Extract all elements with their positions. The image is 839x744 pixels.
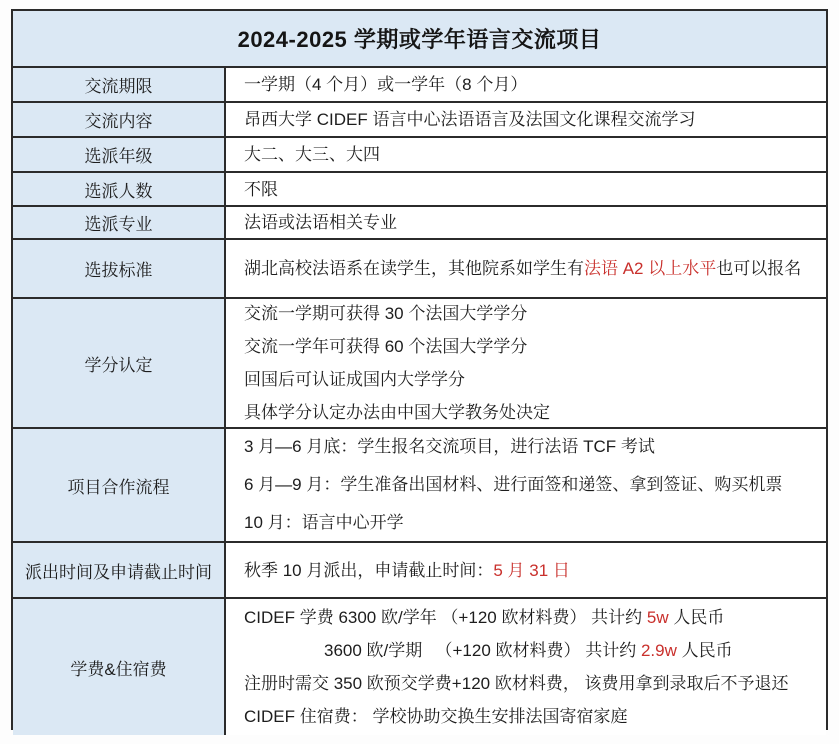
value-line (244, 466, 812, 504)
row-value (226, 429, 826, 541)
table-row (13, 173, 826, 207)
text-segment: 具体学分认定办法由中国大学教务处决定 (244, 403, 550, 422)
text-segment: 人民币 (668, 608, 725, 627)
row-value (226, 207, 826, 238)
value-line (244, 330, 812, 363)
table-header (13, 11, 826, 68)
table-row (13, 138, 826, 173)
row-value (226, 103, 826, 136)
table-row (13, 543, 826, 599)
highlight-text: 5 月 31 日 (493, 560, 570, 580)
value-line (244, 138, 812, 171)
row-value (226, 240, 826, 297)
text-segment: 交流一学年可获得 60 个法国大学学分 (244, 337, 528, 356)
highlight-text: 2.9w (640, 641, 677, 660)
table-row (13, 299, 826, 429)
text-segment: 3 月—6 月底：学生报名交流项目，进行法语 TCF 考试 (244, 437, 655, 456)
value-line (244, 396, 812, 429)
row-label: 交流内容 (13, 103, 226, 136)
text-segment: 注册时需交 350 欧预交学费+120 欧材料费， 该费用拿到录取后不予退还 (244, 674, 789, 693)
highlight-text: 5w (646, 608, 669, 627)
row-label: 学分认定 (13, 299, 226, 427)
text-segment: 一学期（4 个月）或一学年（8 个月） (244, 75, 528, 94)
highlight-text: 法语 A2 以上水平 (584, 259, 717, 278)
row-value (226, 299, 826, 427)
row-value (226, 599, 826, 735)
value-line (244, 428, 812, 466)
table-row (13, 599, 826, 735)
row-label: 派出时间及申请截止时间 (13, 543, 226, 597)
row-value (226, 138, 826, 171)
table-body (13, 68, 826, 735)
text-segment: 交流一学期可获得 30 个法国大学学分 (244, 304, 528, 323)
value-line (244, 103, 812, 136)
text-segment: CIDEF 住宿费： 学校协助交换生安排法国寄宿家庭 (244, 707, 628, 726)
table-row (13, 207, 826, 240)
value-line (244, 363, 812, 396)
text-segment: 秋季 10 月派出，申请截止时间： (244, 560, 494, 580)
text-segment: 法语或法语相关专业 (244, 213, 397, 232)
value-line (244, 206, 812, 239)
value-line (244, 68, 812, 101)
table-row (13, 68, 826, 103)
text-segment: 昂西大学 CIDEF 语言中心法语语言及法国文化课程交流学习 (244, 110, 696, 129)
row-label: 交流期限 (13, 68, 226, 101)
value-line (244, 667, 812, 700)
row-label: 学费&住宿费 (13, 599, 226, 735)
table-row (13, 103, 826, 138)
text-segment: 人民币 (676, 641, 733, 660)
text-segment: CIDEF 学费 6300 欧/学年 （+120 欧材料费） 共计约 (244, 608, 647, 627)
row-label: 选拔标准 (13, 240, 226, 297)
row-label: 项目合作流程 (13, 429, 226, 541)
row-value (226, 173, 826, 205)
value-line (244, 634, 812, 667)
row-label: 选派专业 (13, 207, 226, 238)
value-line (244, 173, 812, 206)
text-segment: 6 月—9 月：学生准备出国材料、进行面签和递签、拿到签证、购买机票 (244, 475, 783, 494)
value-line (244, 254, 812, 283)
text-segment: 10 月：语言中心开学 (244, 513, 404, 532)
text-segment: 湖北高校法语系在读学生，其他院系如学生有 (244, 259, 584, 278)
value-line (244, 297, 812, 330)
text-segment: 不限 (244, 179, 278, 199)
row-value (226, 68, 826, 101)
row-label: 选派年级 (13, 138, 226, 171)
text-segment: 3600 欧/学期 （+120 欧材料费） 共计约 (324, 641, 641, 660)
value-line (244, 601, 812, 634)
text-segment: 也可以报名 (716, 259, 802, 278)
value-line (244, 700, 812, 733)
table-row (13, 429, 826, 543)
page-title: 2024-2025 学期或学年语言交流项目 (237, 27, 602, 52)
row-label: 选派人数 (13, 173, 226, 205)
value-line (244, 504, 812, 542)
text-segment: 大二、大三、大四 (244, 145, 380, 164)
exchange-program-table (11, 9, 828, 730)
text-segment: 回国后可认证成国内大学学分 (244, 370, 465, 389)
row-value (226, 543, 826, 597)
value-line (244, 554, 812, 587)
table-row (13, 240, 826, 299)
